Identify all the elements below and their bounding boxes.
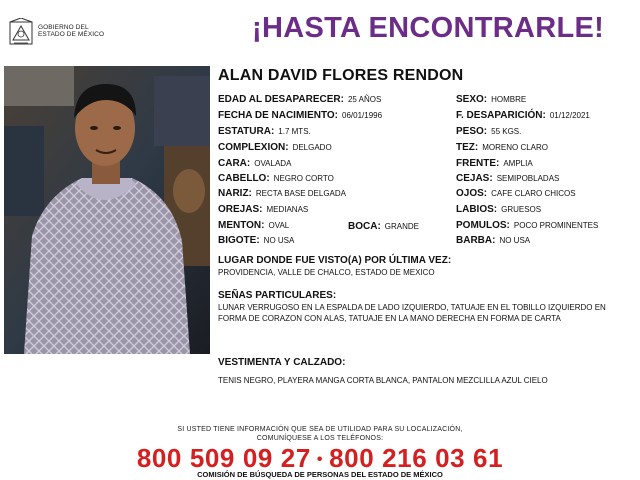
field-value: SEMIPOBLADAS [496, 174, 560, 183]
field-value: OVALADA [254, 159, 292, 168]
field-nariz [218, 189, 346, 199]
gov-line-2: ESTADO DE MÉXICO [38, 31, 105, 38]
field-label: POMULOS: [456, 220, 510, 231]
field-value: CAFE CLARO CHICOS [491, 189, 576, 198]
contact-note-1: SI USTED TIENE INFORMACIÓN QUE SEA DE UTILIDAD PARA SU LOCALIZACIÓN, [177, 426, 463, 433]
field-complexion [218, 143, 332, 153]
phone-1[interactable]: 800 509 09 27 [136, 443, 311, 473]
government-name [38, 24, 104, 38]
field-frente [456, 159, 533, 169]
field-value: NO USA [263, 236, 295, 245]
field-label: CABELLO: [218, 173, 270, 184]
field-label: MENTON: [218, 220, 265, 231]
field-label: FRENTE: [456, 158, 500, 169]
gov-line-1: GOBIERNO DEL [38, 24, 89, 31]
field-label: LABIOS: [456, 204, 498, 215]
field-tez [456, 143, 548, 153]
field-value: 1.7 MTS. [278, 127, 311, 136]
lugar-text: PROVIDENCIA, VALLE DE CHALCO, ESTADO DE MEXICO [218, 268, 435, 277]
field-label: OJOS: [456, 188, 488, 199]
field-value: 01/12/2021 [549, 111, 590, 120]
footer-commission: COMISIÓN DE BÚSQUEDA DE PERSONAS DEL ESTADO DE MÉXICO [197, 470, 443, 479]
senas-label: SEÑAS PARTICULARES: [218, 290, 337, 301]
field-label: EDAD AL DESAPARECER: [218, 94, 344, 105]
field-desaparicion [456, 111, 590, 121]
field-value: DELGADO [292, 143, 332, 152]
field-value: MEDIANAS [266, 205, 309, 214]
vestimenta-label: VESTIMENTA Y CALZADO: [218, 357, 346, 368]
phone-separator: • [316, 451, 324, 469]
field-peso [456, 127, 521, 137]
field-value: 25 AÑOS [347, 95, 382, 104]
field-bigote [218, 236, 294, 246]
field-value: HOMBRE [491, 95, 527, 104]
senas-text: LUNAR VERRUGOSO EN LA ESPALDA DE LADO IZQUIERDO, TATUAJE EN EL TOBILLO IZQUIERDO EN FORMA DE CORAZON CON ALAS, TATUAJE EN LA MANO DERECHA EN FORMA DE CARTA [218, 303, 606, 323]
field-value: POCO PROMINENTES [513, 221, 599, 230]
missing-person-photo [4, 66, 210, 354]
field-sexo [456, 95, 526, 105]
lugar-label: LUGAR DONDE FUE VISTO(A) POR ÚLTIMA VEZ: [218, 255, 452, 266]
field-menton [218, 221, 289, 231]
field-value: GRUESOS [501, 205, 542, 214]
field-estatura [218, 127, 311, 137]
field-value: MORENO CLARO [482, 143, 549, 152]
field-value: NO USA [499, 236, 531, 245]
field-label: FECHA DE NACIMIENTO: [218, 110, 338, 121]
headline: ¡HASTA ENCONTRARLE! [252, 12, 605, 44]
field-value: 55 KGS. [491, 127, 522, 136]
vestimenta-text: TENIS NEGRO, PLAYERA MANGA CORTA BLANCA, PANTALON MEZCLILLA AZUL CIELO [218, 376, 548, 385]
field-value: OVAL [268, 221, 290, 230]
field-cara [218, 159, 291, 169]
field-orejas [218, 205, 308, 215]
field-label: ESTATURA: [218, 126, 275, 137]
field-label: PESO: [456, 126, 488, 137]
contact-note-2: COMUNÍQUESE A LOS TELÉFONOS: [256, 435, 384, 442]
field-cejas [456, 174, 559, 184]
field-label: NARIZ: [218, 188, 252, 199]
field-labios [456, 205, 541, 215]
field-value: AMPLIA [503, 159, 533, 168]
field-value: RECTA BASE DELGADA [255, 189, 346, 198]
field-label: F. DESAPARICIÓN: [456, 110, 546, 121]
field-value: NEGRO CORTO [273, 174, 334, 183]
field-cabello [218, 174, 334, 184]
field-value: 06/01/1996 [342, 111, 383, 120]
field-label: COMPLEXION: [218, 142, 289, 153]
field-nacimiento [218, 111, 382, 121]
field-edad [218, 95, 381, 105]
government-logo [8, 18, 128, 46]
person-name: ALAN DAVID FLORES RENDON [218, 67, 464, 84]
field-ojos [456, 189, 576, 199]
field-label: BOCA: [348, 221, 381, 232]
field-label: CARA: [218, 158, 251, 169]
phone-2[interactable]: 800 216 03 61 [329, 443, 504, 473]
field-label: BARBA: [456, 235, 496, 246]
state-seal-icon [8, 18, 34, 46]
field-label: BIGOTE: [218, 235, 260, 246]
field-value: GRANDE [384, 222, 420, 231]
field-boca [348, 222, 419, 232]
field-label: SEXO: [456, 94, 488, 105]
field-label: CEJAS: [456, 173, 493, 184]
field-pomulos [456, 221, 598, 231]
field-barba [456, 236, 530, 246]
field-label: OREJAS: [218, 204, 263, 215]
field-label: TEZ: [456, 142, 479, 153]
